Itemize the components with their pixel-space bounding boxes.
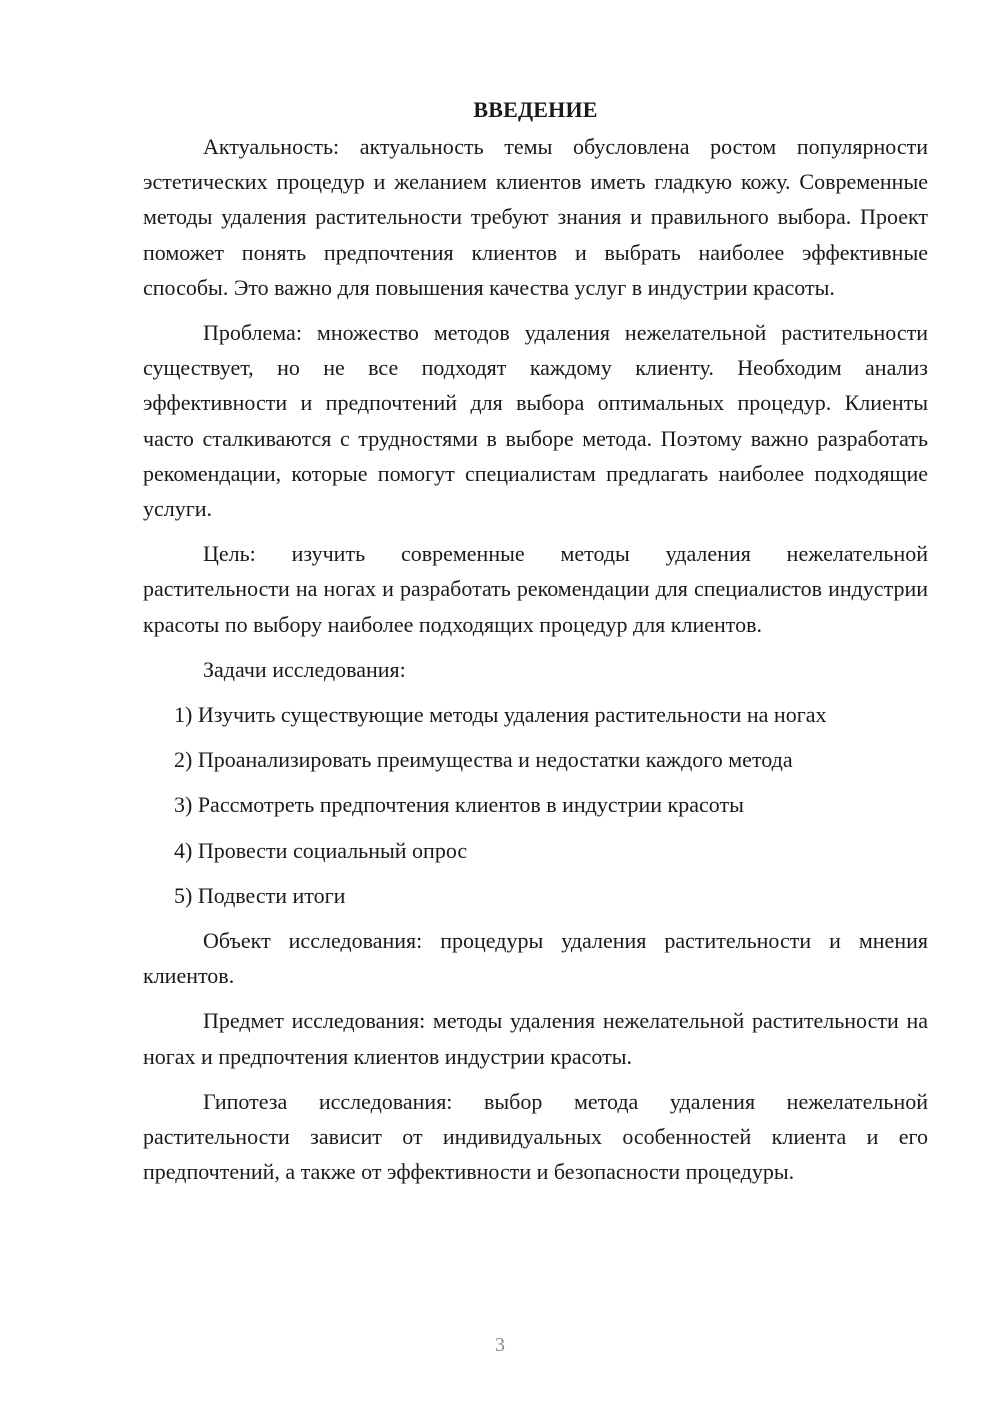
tasks-heading: Задачи исследования:: [203, 656, 406, 682]
list-item: 4) Провести социальный опрос: [174, 837, 468, 863]
page-number: 3: [495, 1334, 505, 1356]
paragraph-relevance: Актуальность: актуальность темы обусловлена ростом популярности эстетических процедур и желанием клиентов иметь гладкую кожу. Современные методы удаления растительности требуют знания и правильного выбора. Проект поможет понять предпочтения клиентов и выбрать наиболее эффективные способы. Это важно для повышения качества услуг в индустрии красоты.: [143, 134, 928, 300]
list-item: 1) Изучить существующие методы удаления растительности на ногах: [174, 702, 827, 728]
task-list: [143, 697, 928, 913]
paragraph-hypothesis: Гипотеза исследования: выбор метода удаления нежелательной растительности зависит от индивидуальных особенностей клиента и его предпочтений, а также от эффективности и безопасности процедуры.: [143, 1088, 928, 1185]
list-item: 5) Подвести итоги: [174, 882, 346, 908]
paragraph-problem: Проблема: множество методов удаления нежелательной растительности существует, но не все подходят каждому клиенту. Необходим анализ эффективности и предпочтений для выбора оптимальных процедур. Клиенты часто сталкиваются с трудностями в выборе метода. Поэтому важно разработать рекомендации, которые помогут специалистам предлагать наиболее подходящие услуги.: [143, 320, 928, 522]
list-item: 2) Проанализировать преимущества и недостатки каждого метода: [174, 747, 793, 773]
document-page: [143, 92, 928, 1199]
paragraph-goal: Цель: изучить современные методы удаления нежелательной растительности на ногах и разработать рекомендации для специалистов индустрии красоты по выбору наиболее подходящих процедур для клиентов.: [143, 541, 928, 637]
section-title: ВВЕДЕНИЕ: [473, 97, 598, 122]
list-item: 3) Рассмотреть предпочтения клиентов в индустрии красоты: [174, 792, 744, 818]
paragraph-subject: Предмет исследования: методы удаления нежелательной растительности на ногах и предпочтения клиентов индустрии красоты.: [143, 1008, 928, 1069]
paragraph-object: Объект исследования: процедуры удаления растительности и мнения клиентов.: [143, 928, 928, 989]
